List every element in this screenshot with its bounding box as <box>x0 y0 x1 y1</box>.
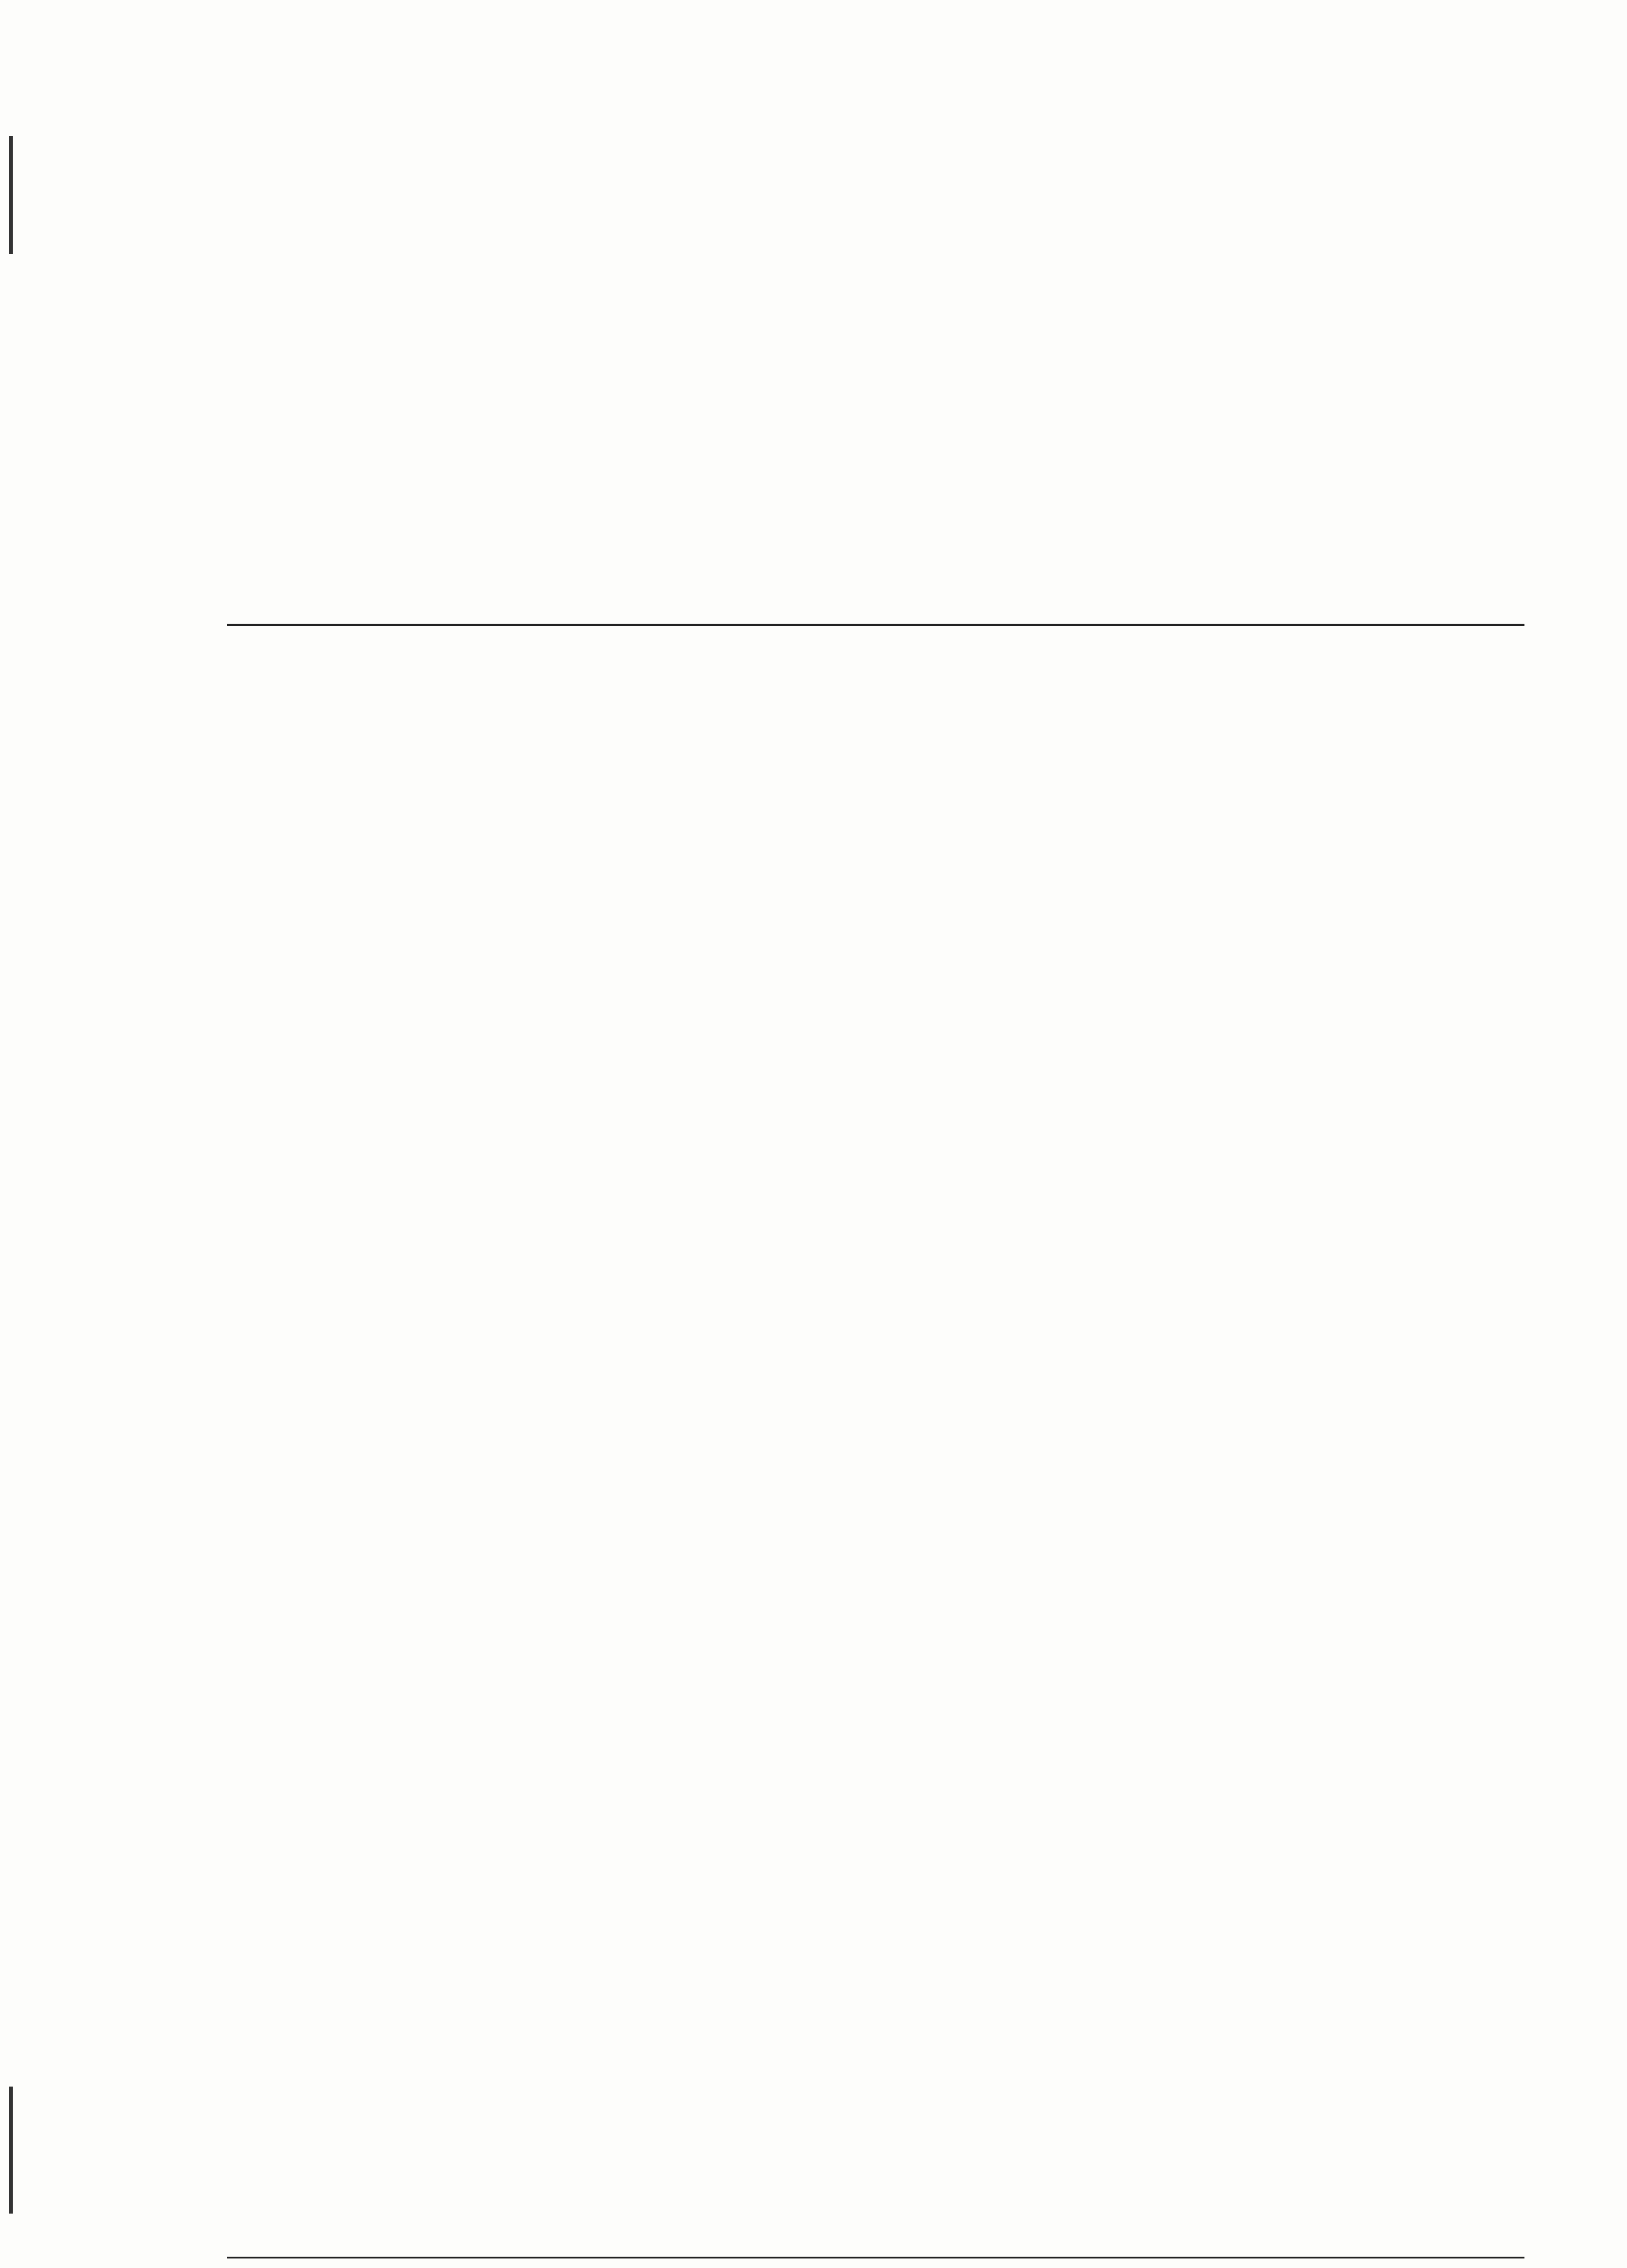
footnote-rule <box>227 2257 1524 2258</box>
margin-mark <box>9 136 13 254</box>
page-header <box>104 88 1524 147</box>
margin-mark <box>9 2087 13 2214</box>
divider-rule <box>227 624 1524 626</box>
